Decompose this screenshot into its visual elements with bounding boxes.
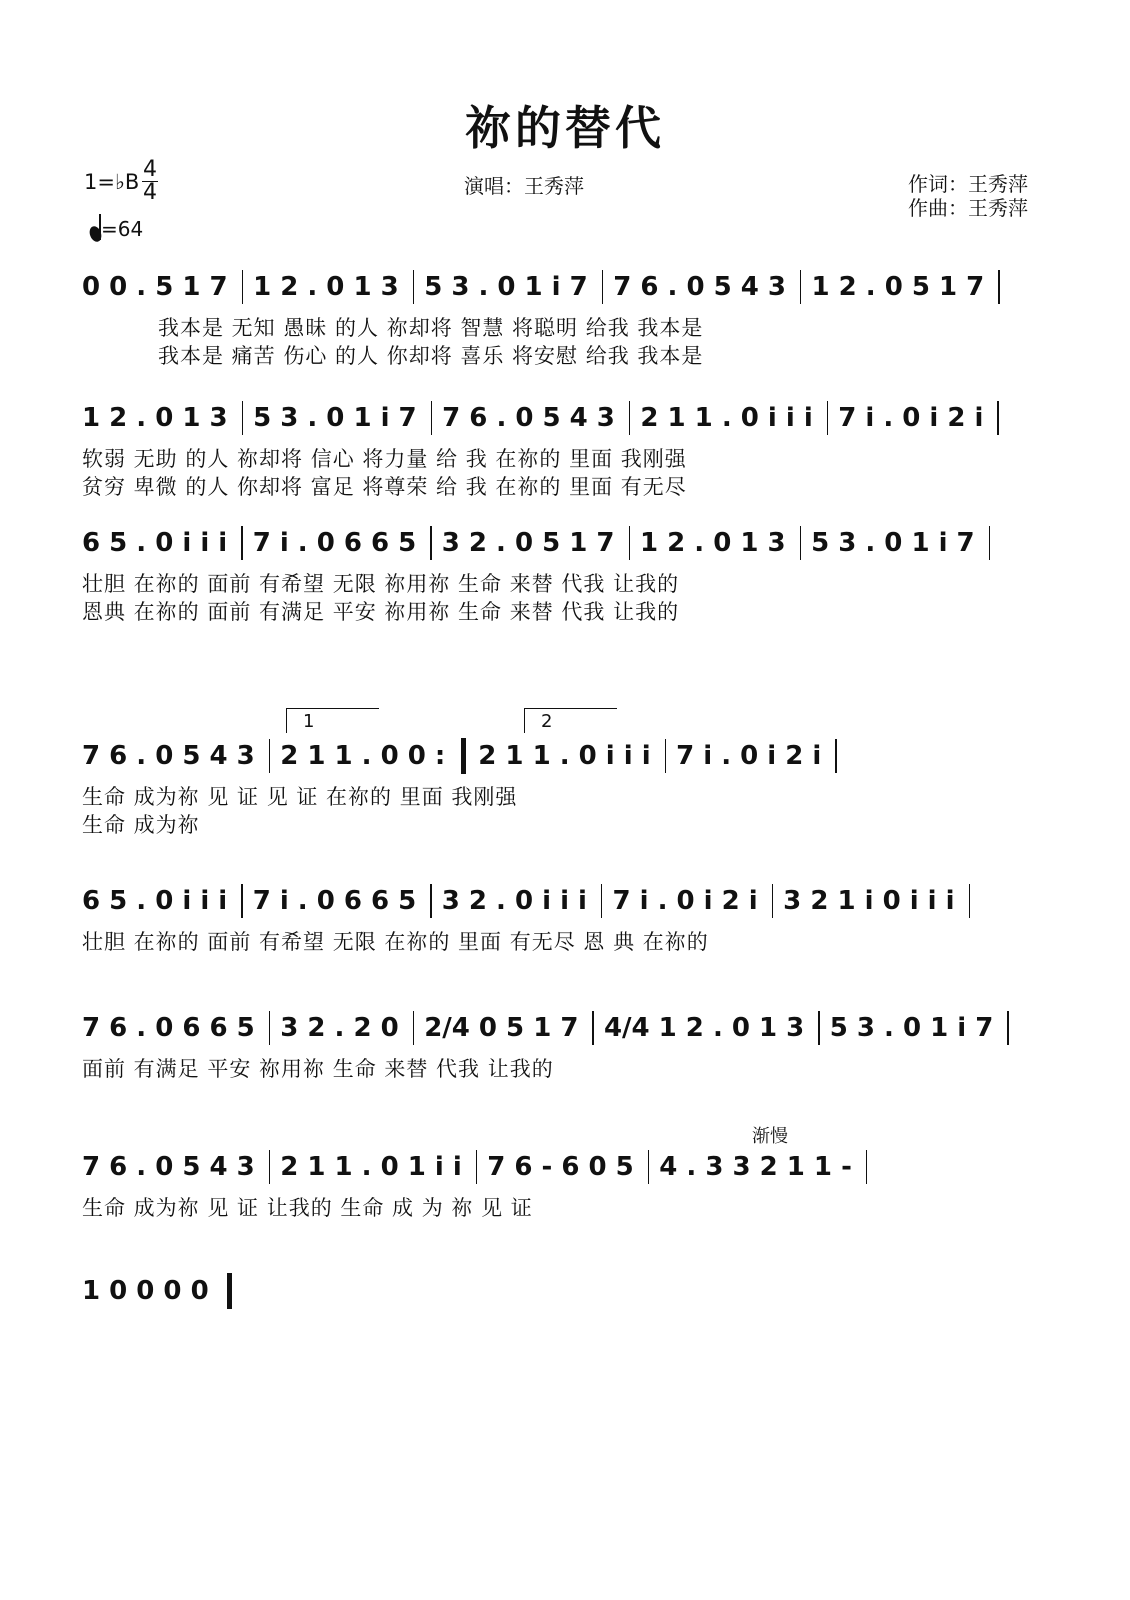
measure: 1 2 . 0 5 1 7 xyxy=(811,272,985,302)
lyrics-verse-2: 我本是 痛苦 伤心 的人 你却将 喜乐 将安慰 给我 我本是 xyxy=(158,344,704,368)
measure: 0 0 . 5 1 7 xyxy=(82,272,228,302)
score-row-2 xyxy=(82,401,1052,501)
volta-2-bracket: 2 xyxy=(524,708,617,733)
score-row-6 xyxy=(82,1011,1052,1083)
measure: 7 i . 0 i 2 i xyxy=(612,886,758,916)
tempo-marking xyxy=(90,214,143,242)
measure: 7 6 . 0 5 4 3 xyxy=(613,272,786,302)
score-row-7 xyxy=(82,1150,1052,1222)
measure: 1 2 . 0 1 3 xyxy=(253,272,399,302)
measure: 6 5 . 0 i i i xyxy=(82,528,228,558)
measure: 5 3 . 0 1 i 7 xyxy=(424,272,588,302)
singer-credit: 演唱：王秀萍 xyxy=(464,174,584,198)
measure: 2 1 1 . 0 i i i xyxy=(640,403,813,433)
measure: 1 0 0 0 0 xyxy=(82,1276,209,1306)
measure: 2 1 1 . 0 i i i xyxy=(478,741,651,771)
measure: 7 i . 0 6 6 5 xyxy=(252,528,417,558)
measure: 6 5 . 0 i i i xyxy=(82,886,228,916)
measure: 4 . 3 3 2 1 1 - xyxy=(659,1152,852,1182)
lyrics-verse-2: 恩典 在祢的 面前 有满足 平安 祢用祢 生命 来替 代我 让我的 xyxy=(82,600,680,624)
time-signature-top: 4 xyxy=(143,157,157,182)
measure: 7 i . 0 6 6 5 xyxy=(252,886,417,916)
measure: 3 2 . 0 i i i xyxy=(441,886,587,916)
measure: 1 2 . 0 1 3 xyxy=(640,528,786,558)
lyrics-verse-1: 生命 成为祢 见 证 让我的 生命 成 为 祢 见 证 xyxy=(82,1196,533,1220)
score-row-1 xyxy=(82,270,1052,370)
measure: 3 2 1 i 0 i i i xyxy=(783,886,955,916)
score-row-5 xyxy=(82,884,1052,956)
lyrics-verse-1: 软弱 无助 的人 祢却将 信心 将力量 给 我 在祢的 里面 我刚强 xyxy=(82,447,687,471)
ritardando-marking: 渐慢 xyxy=(752,1126,788,1147)
measure: 7 6 . 0 5 4 3 xyxy=(82,1152,255,1182)
measure: 2 1 1 . 0 1 i i xyxy=(280,1152,462,1182)
key-signature: 1=♭B xyxy=(84,170,140,194)
measure: 1 2 . 0 1 3 xyxy=(82,403,228,433)
measure: 7 i . 0 i 2 i xyxy=(838,403,984,433)
score-row-8 xyxy=(82,1274,1052,1308)
measure: 2/4 0 5 1 7 xyxy=(424,1013,579,1043)
volta-1-bracket: 1 xyxy=(286,708,379,733)
measure: 5 3 . 0 1 i 7 xyxy=(811,528,975,558)
measure: 5 3 . 0 1 i 7 xyxy=(829,1013,994,1043)
lyrics-verse-2: 生命 成为祢 xyxy=(82,813,200,837)
measure: 4/4 1 2 . 0 1 3 xyxy=(603,1013,805,1043)
repeat-barline xyxy=(461,738,466,774)
measure: 7 i . 0 i 2 i xyxy=(676,741,822,771)
time-signature xyxy=(142,157,158,205)
measure: 7 6 . 0 5 4 3 xyxy=(442,403,615,433)
measure: 7 6 - 6 0 5 xyxy=(487,1152,634,1182)
composer-credit: 作曲：王秀萍 xyxy=(908,196,1028,220)
measure: 3 2 . 2 0 xyxy=(280,1013,399,1043)
lyrics-verse-1: 壮胆 在祢的 面前 有希望 无限 祢用祢 生命 来替 代我 让我的 xyxy=(82,572,680,596)
final-barline xyxy=(227,1273,232,1309)
song-title: 祢的替代 xyxy=(465,101,665,155)
measure: 2 1 1 . 0 0 : xyxy=(280,741,446,771)
score-row-4 xyxy=(82,739,1052,839)
measure: 3 2 . 0 5 1 7 xyxy=(441,528,615,558)
measure: 7 6 . 0 5 4 3 xyxy=(82,741,255,771)
lyrics-verse-1: 壮胆 在祢的 面前 有希望 无限 在祢的 里面 有无尽 恩 典 在祢的 xyxy=(82,930,709,954)
lyrics-verse-2: 贫穷 卑微 的人 你却将 富足 将尊荣 给 我 在祢的 里面 有无尽 xyxy=(82,475,687,499)
time-signature-bottom: 4 xyxy=(143,180,157,205)
lyricist-credit: 作词：王秀萍 xyxy=(908,172,1028,196)
tempo-value: =64 xyxy=(101,217,144,241)
lyrics-verse-1: 我本是 无知 愚昧 的人 祢却将 智慧 将聪明 给我 我本是 xyxy=(158,316,704,340)
measure: 7 6 . 0 6 6 5 xyxy=(82,1013,255,1043)
lyrics-verse-1: 生命 成为祢 见 证 见 证 在祢的 里面 我刚强 xyxy=(82,785,518,809)
measure: 5 3 . 0 1 i 7 xyxy=(253,403,417,433)
lyrics-verse-1: 面前 有满足 平安 祢用祢 生命 来替 代我 让我的 xyxy=(82,1057,554,1081)
score-row-3 xyxy=(82,526,1052,626)
